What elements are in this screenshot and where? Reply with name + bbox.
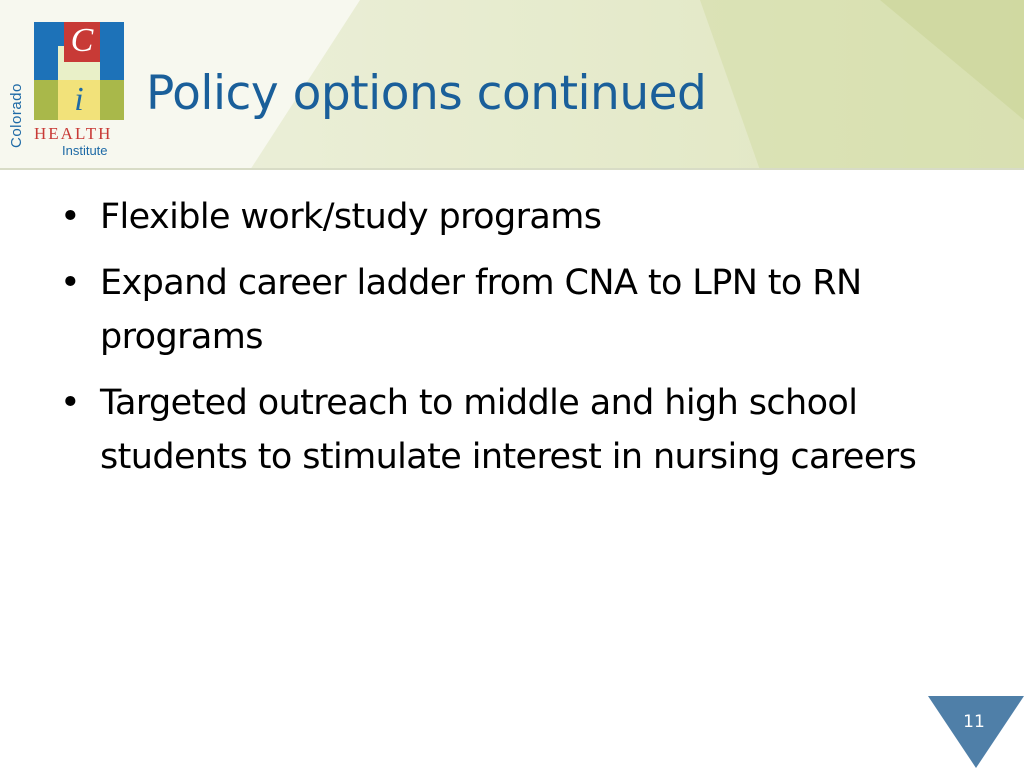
slide-title: Policy options continued xyxy=(146,66,707,121)
bullet-item xyxy=(60,190,960,244)
page-number: 11 xyxy=(963,712,985,732)
page-marker-triangle xyxy=(928,696,1024,768)
bullet-dot: • xyxy=(60,383,81,423)
logo-i-letter: i xyxy=(74,81,84,118)
bullet-item xyxy=(60,376,960,484)
logo-c-letter: C xyxy=(70,22,94,59)
header-band xyxy=(0,0,1024,170)
bullet-dot: • xyxy=(60,197,81,237)
bullet-item xyxy=(60,256,960,364)
logo-colorado-text: Colorado xyxy=(8,83,25,148)
bullet-text: Flexible work/study programs xyxy=(100,197,602,237)
logo-health-text: HEALTH xyxy=(34,124,113,143)
bullet-dot: • xyxy=(60,263,81,303)
bullet-list xyxy=(60,190,960,496)
logo-institute-text: Institute xyxy=(62,143,108,158)
bullet-text: Expand career ladder from CNA to LPN to RN programs xyxy=(100,263,862,357)
bullet-text: Targeted outreach to middle and high school students to stimulate interest in nursing careers xyxy=(100,383,917,477)
